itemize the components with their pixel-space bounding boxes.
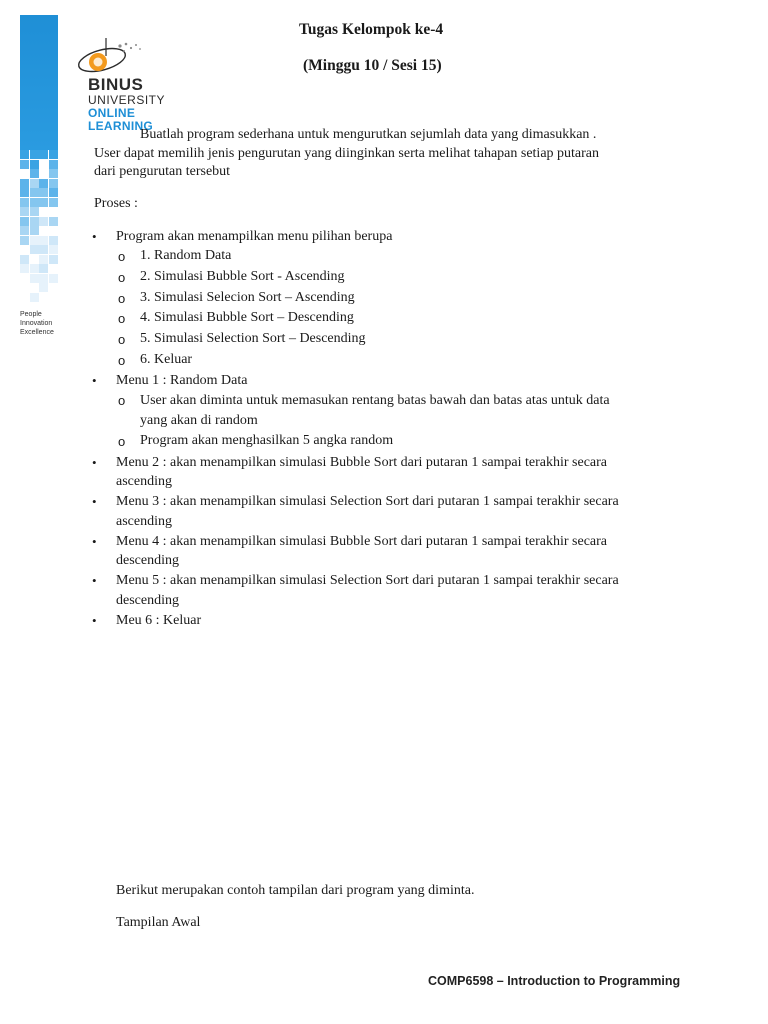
tagline-line: Innovation: [20, 320, 53, 327]
tampilan-label: Tampilan Awal: [116, 915, 201, 930]
proses-label: Proses :: [94, 196, 138, 211]
stripe-tile: [39, 264, 48, 273]
stripe-tile: [39, 236, 48, 245]
list-item: descending: [116, 553, 179, 568]
stripe-tile: [30, 264, 39, 273]
list-item: Menu 3 : akan menampilkan simulasi Selection Sort dari putaran 1 sampai terakhir secara: [116, 494, 619, 509]
stripe-tile: [39, 283, 48, 292]
stripe-tile: [20, 207, 29, 216]
closing-text: Berikut merupakan contoh tampilan dari program yang diminta.: [116, 883, 475, 898]
sub-bullet: o: [118, 332, 126, 347]
bullet-dot: •: [92, 455, 97, 470]
decorative-stripe: [20, 15, 58, 297]
sub-bullet: o: [118, 393, 126, 408]
binus-orbit-icon: [76, 34, 156, 78]
stripe-tile: [49, 236, 58, 245]
stripe-tile: [49, 188, 58, 197]
list-item: Menu 1 : Random Data: [116, 373, 248, 388]
list-item: ascending: [116, 514, 172, 529]
logo-university-text: UNIVERSITY: [88, 93, 166, 107]
sub-bullet: o: [118, 270, 126, 285]
stripe-tile: [39, 188, 48, 197]
stripe-tile: [30, 207, 39, 216]
stripe-tile: [20, 236, 29, 245]
stripe-tile: [49, 179, 58, 188]
stripe-tile: [20, 198, 29, 207]
list-item: Meu 6 : Keluar: [116, 613, 202, 628]
stripe-tile: [30, 293, 39, 302]
stripe-tile: [30, 198, 39, 207]
stripe-tile: [30, 226, 39, 235]
stripe-solid-block: [20, 15, 58, 150]
stripe-tile: [20, 179, 29, 188]
logo-online-text: ONLINE: [88, 106, 136, 120]
menu-option: 5. Simulasi Selection Sort – Descending: [140, 331, 366, 346]
menu-option: 6. Keluar: [140, 352, 193, 367]
stripe-tile: [30, 160, 39, 169]
list-item: Menu 4 : akan menampilkan simulasi Bubble Sort dari putaran 1 sampai terakhir secara: [116, 534, 608, 549]
stripe-tile: [49, 274, 58, 283]
stripe-tile: [30, 245, 39, 254]
stripe-tile: [20, 217, 29, 226]
sub-bullet: o: [118, 249, 126, 264]
page-footer: COMP6598 – Introduction to Programming: [428, 974, 681, 988]
menu-option: 2. Simulasi Bubble Sort - Ascending: [140, 269, 345, 284]
stripe-tile: [30, 236, 39, 245]
stripe-tile: [30, 150, 39, 159]
menu-option: 4. Simulasi Bubble Sort – Descending: [140, 310, 354, 325]
stripe-tile: [20, 255, 29, 264]
intro-line: User dapat memilih jenis pengurutan yang diinginkan serta melihat tahapan setiap putaran: [94, 146, 600, 161]
stripe-tile: [49, 198, 58, 207]
menu-option: 1. Random Data: [140, 248, 232, 263]
bullet-dot: •: [92, 494, 97, 509]
stripe-tile: [20, 188, 29, 197]
stripe-tile: [39, 255, 48, 264]
logo-binus-text: BINUS: [88, 75, 144, 94]
list-item: descending: [116, 593, 179, 608]
menu-option: 3. Simulasi Selecion Sort – Ascending: [140, 290, 355, 305]
logo-learning-text: LEARNING: [88, 119, 154, 133]
bullet-dot: •: [92, 373, 97, 388]
stripe-tile: [39, 274, 48, 283]
stripe-tile: [39, 198, 48, 207]
stripe-tile: [49, 150, 58, 159]
intro-line: dari pengurutan tersebut: [94, 164, 231, 179]
menu1-detail: User akan diminta untuk memasukan rentang batas bawah dan batas atas untuk data: [140, 393, 610, 408]
tagline-line: Excellence: [20, 329, 54, 336]
bullet-dot: •: [92, 573, 97, 588]
stripe-tile: [20, 264, 29, 273]
stripe-tile: [49, 160, 58, 169]
bullet-dot: •: [92, 229, 97, 244]
list-item: Menu 5 : akan menampilkan simulasi Selection Sort dari putaran 1 sampai terakhir secara: [116, 573, 619, 588]
page-title: Tugas Kelompok ke-4: [299, 21, 444, 38]
stripe-tile: [20, 150, 29, 159]
page-subtitle: (Minggu 10 / Sesi 15): [303, 57, 442, 74]
stripe-tile: [30, 179, 39, 188]
stripe-tile: [30, 169, 39, 178]
stripe-tile: [20, 160, 29, 169]
bullet-dot: •: [92, 534, 97, 549]
sub-bullet: o: [118, 434, 126, 449]
logo-tagline: [20, 310, 54, 337]
menu1-detail: yang akan di random: [140, 413, 258, 428]
sub-bullet: o: [118, 311, 126, 326]
stripe-tile: [39, 245, 48, 254]
stripe-tile: [49, 169, 58, 178]
intro-line: Buatlah program sederhana untuk mengurutkan sejumlah data yang dimasukkan .: [140, 127, 597, 142]
list-item: ascending: [116, 474, 172, 489]
stripe-tile: [39, 179, 48, 188]
stripe-tile: [49, 255, 58, 264]
sub-bullet: o: [118, 353, 126, 368]
stripe-tile: [30, 217, 39, 226]
list-item: Program akan menampilkan menu pilihan berupa: [116, 229, 393, 244]
stripe-tile: [20, 226, 29, 235]
stripe-tile: [39, 150, 48, 159]
menu1-detail: Program akan menghasilkan 5 angka random: [140, 433, 394, 448]
sub-bullet: o: [118, 291, 126, 306]
stripe-tile: [30, 188, 39, 197]
tagline-line: People: [20, 311, 42, 318]
bullet-dot: •: [92, 613, 97, 628]
stripe-tile: [30, 274, 39, 283]
stripe-tile: [39, 217, 48, 226]
stripe-tile: [49, 245, 58, 254]
list-item: Menu 2 : akan menampilkan simulasi Bubble Sort dari putaran 1 sampai terakhir secara: [116, 455, 608, 470]
binus-logo: [76, 34, 196, 134]
stripe-tile: [49, 217, 58, 226]
